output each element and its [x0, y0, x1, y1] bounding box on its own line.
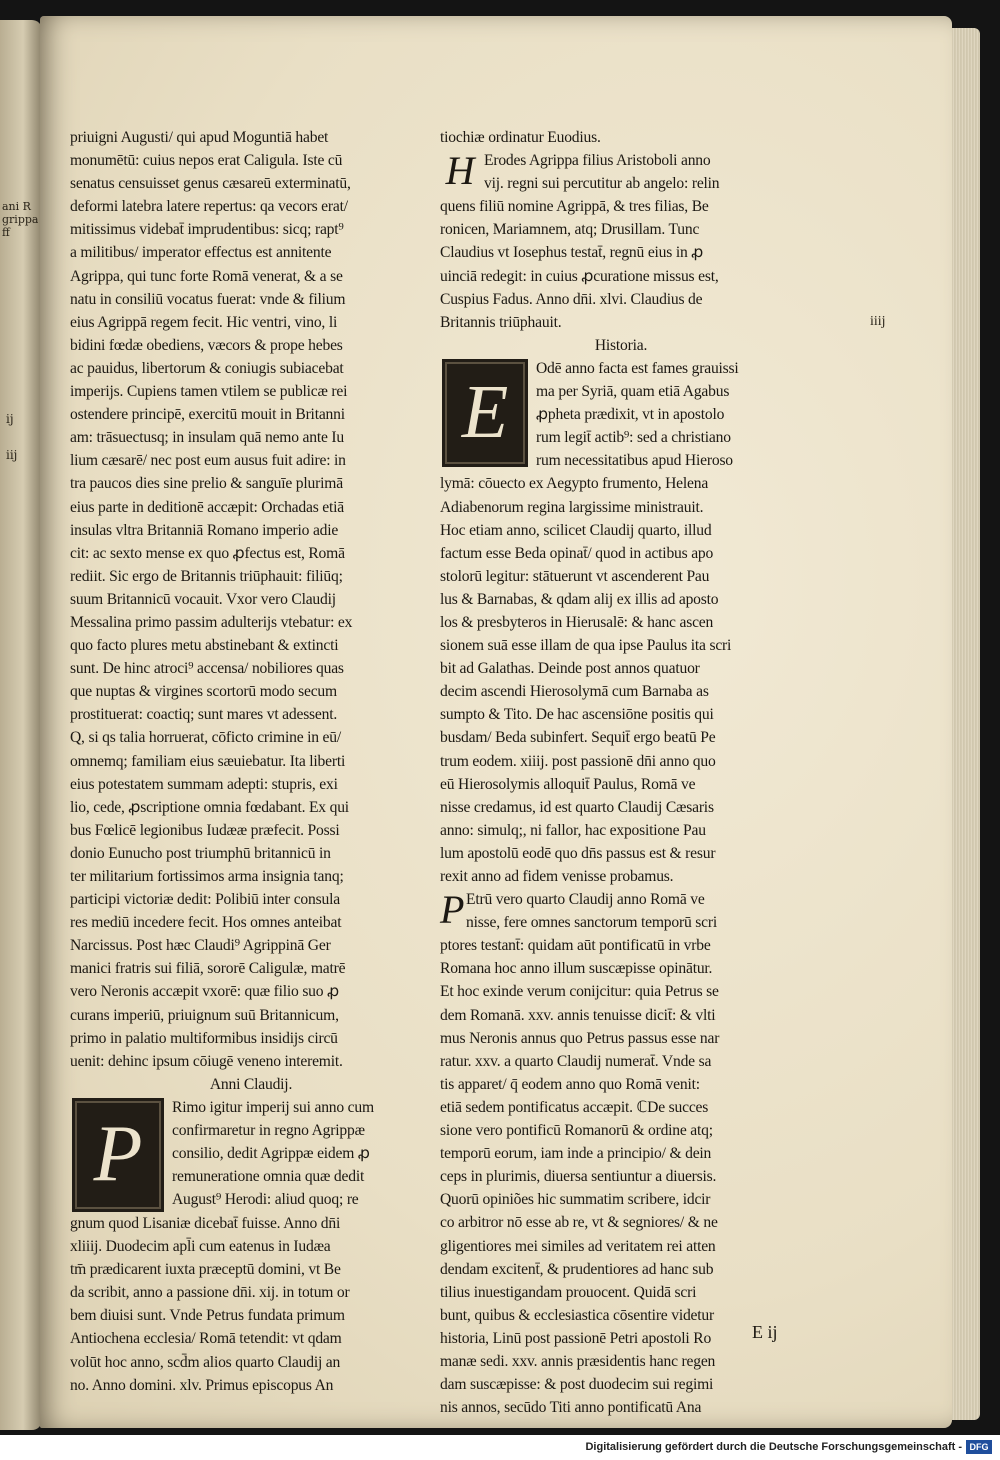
text-line: ostendere principē, exercitū mouit in Britanni: [70, 406, 345, 424]
text-line: sionem suā esse illam de qua ipse Paulus ita scri: [440, 637, 732, 655]
text-line: consilio, dedit Agrippæ eidem ꝓ: [172, 1145, 370, 1163]
text-line: no. Anno domini. xlv. Primus episcopus An: [70, 1376, 334, 1394]
text-line: imperijs. Cupiens tamen vtilem se publicæ rei: [70, 383, 348, 401]
text-line: nisse, fere omnes sanctorum temporū scri: [466, 914, 717, 932]
text-line: co arbitror nō esse ab re, vt & segniores/ & ne: [440, 1214, 718, 1232]
text-line: Messalina primo passim adulterijs vtebatur: ex: [70, 613, 353, 631]
text-line: confirmaretur in regno Agrippæ: [172, 1122, 365, 1140]
text-line: vero Neronis accæpit vxorē: quæ filio suo ꝓ: [70, 983, 339, 1001]
text-line: Hoc etiam anno, scilicet Claudij quarto, illud: [440, 521, 712, 539]
text-line: lymā: cōuecto ex Aegypto frumento, Helena: [440, 475, 709, 493]
text-line: a militibus/ imperator effectus est annitente: [70, 244, 332, 262]
left-fragment: grippa: [2, 213, 38, 226]
text-line: nisse credamus, id est quarto Claudij Cæsaris: [440, 798, 714, 816]
text-line: stolorū legitur: stātuerunt vt ascenderent Pau: [440, 567, 710, 585]
text-line: insulas vltra Britanniā Romano imperio adie: [70, 521, 339, 539]
text-line: mitissimus videbat̄ imprudentibus: sicq; rapt⁹: [70, 221, 344, 239]
text-line: sumpto & Tito. De hac ascensiōne positis qui: [440, 706, 714, 724]
text-line: Etrū vero quarto Claudij anno Romā ve: [466, 891, 705, 909]
left-page-edge: [0, 20, 42, 1430]
text-line: trum eodem. xiiij. post passionē dn̄i anno quo: [440, 752, 716, 770]
text-line: ac pauidus, libertorum & coniugis subiacebat: [70, 359, 344, 377]
digitization-footer: [0, 1435, 1000, 1460]
text-line: factum esse Beda opinat̄/ quod in actibus apo: [440, 544, 714, 562]
text-line: bit ad Galathas. Deinde post annos quatuor: [440, 660, 700, 678]
text-line: dendam excitent̄, & prudentiores ad hanc sub: [440, 1260, 714, 1278]
initial-paragraph: [70, 1096, 432, 1211]
text-line: quens filiū nomine Agrippā, & tres filias, Be: [440, 198, 709, 216]
text-line: manæ sedi. xxv. annis præsidentis hanc regen: [440, 1352, 716, 1370]
text-line: los & presbyteros in Hierusalē: & hanc ascen: [440, 613, 714, 631]
margin-note: iiij: [870, 314, 886, 329]
text-line: lum apostolū eodē quo dn̄s passus est & resur: [440, 844, 716, 862]
text-line: lium cæsarē/ nec post eum ausus fuit adire: in: [70, 452, 346, 470]
text-line: eius Agrippā regem fecit. Hic ventri, vino, li: [70, 313, 338, 331]
text-line: bem diuisi sunt. Vnde Petrus fundata primum: [70, 1307, 345, 1325]
text-line: uinciā redegit: in cuius ꝓcuratione missus est,: [440, 267, 719, 285]
text-line: rum necessitatibus apud Hieroso: [536, 452, 733, 470]
text-line: deformi latebra latere repertus: qa vecors erat/: [70, 198, 348, 216]
text-line: Agrippa, qui tunc forte Romā venerat, & a se: [70, 267, 343, 285]
text-line: etiā sedem pontificatus accæpit. ℂDe succes: [440, 1098, 709, 1116]
text-line: gligentiores mei similes ad veritatem rei atten: [440, 1237, 716, 1255]
text-line: ꝓpheta prædixit, vt in apostolo: [536, 406, 725, 424]
text-line: Et hoc exinde verum conijcitur: quia Petrus se: [440, 983, 719, 1001]
text-line: historia, Linū post passionē Petri apostoli Ro: [440, 1329, 712, 1347]
famine-paragraph: [440, 357, 802, 888]
text-line: bunt, quibus & ecclesiastica cōsentire videtur: [440, 1306, 715, 1324]
text-line: manici fratris sui filiā, sororē Caligulæ, matrē: [70, 960, 346, 978]
text-line: anno: simulq;, ni fallor, hac expositione Pau: [440, 821, 706, 839]
left-page-fragments: [2, 200, 38, 239]
text-line: sione vero pontificū Romanorū & ordine atq;: [440, 1122, 713, 1140]
text-line: tilius inuestigandam prouocent. Quidā scri: [440, 1283, 697, 1301]
dfg-logo: DFG: [966, 1440, 992, 1454]
text-line: rexit anno ad fidem venisse probamus.: [440, 868, 674, 885]
text-line: Britannis triūphauit.: [440, 313, 562, 331]
text-line: ronicen, Mariamnem, atq; Drusillam. Tunc: [440, 221, 700, 239]
text-line: rediit. Sic ergo de Britannis triūphauit: filiūq;: [70, 567, 343, 585]
text-line: Odē anno facta est fames grauissi: [536, 359, 739, 377]
text-line: busdam/ Beda subinfert. Sequit̄ ergo beatū Pe: [440, 729, 716, 747]
herod-paragraph: [440, 149, 802, 357]
text-line: eius parte in deditionē accæpit: Orchadas etiā: [70, 498, 344, 516]
text-line: Romana hoc anno illum suscæpisse opinātur.: [440, 960, 713, 978]
text-line: mus Neronis annus quo Petrus passus esse nar: [440, 1029, 720, 1047]
text-line: Adiabenorum regina largissime ministrauit.: [440, 498, 704, 516]
right-text-column: [440, 126, 802, 1419]
decorated-initial: E: [442, 359, 528, 467]
text-line: donio Eunucho post triumphū britannicū in: [70, 844, 331, 862]
plain-initial: H: [445, 148, 475, 194]
text-line: dam suscæpisse: & post duodecim sui regimi: [440, 1376, 714, 1394]
text-line: am: trāsuectusq; in insulam quā nemo ante Iu: [70, 429, 344, 447]
left-page-mark: iij: [6, 448, 18, 462]
text-line: Claudius vt Iosephus testat̄, regnū eius in ꝓ: [440, 244, 704, 262]
text-line: curans imperiū, priuignum suū Britannicum,: [70, 1006, 339, 1024]
text-line: Quorū opiniões hic summatim scribere, idcir: [440, 1191, 711, 1209]
text-line: Q, si qs talia horruerat, cōficto crimine in eū/: [70, 729, 341, 747]
text-line: lus & Barnabas, & qdam alij ex illis ad aposto: [440, 590, 719, 608]
text-line: monumētū: cuius nepos erat Caligula. Iste cū: [70, 152, 343, 170]
text-line: Antiochena ecclesia/ Romā tetendit: vt qdam: [70, 1330, 342, 1348]
text-line: xliiij. Duodecim apl̄i cum eatenus in Iudæa: [70, 1238, 331, 1256]
text-line: omnemq; familiam eius sæuiebatur. Ita liberti: [70, 752, 346, 770]
text-line: tis apparet/ q̄ eodem anno quo Romā venit:: [440, 1075, 700, 1093]
text-line: tra paucos dies sine prelio & sanguīe plurimā: [70, 475, 343, 493]
text-line: eū Hierosolymis alloquit̄ Paulus, Romā ve: [440, 775, 696, 793]
text-line: bus Fœlicē legionibus Iudææ præfecit. Possi: [70, 821, 340, 839]
text-line: nis annos, secūdo Titi anno pontificatū Ana: [440, 1399, 702, 1417]
section-heading: Anni Claudij.: [209, 1075, 293, 1093]
text-line: remuneratione omnia quæ dedit: [172, 1168, 365, 1186]
text-line: senatus censuisset genus cæsareū exterminatū,: [70, 175, 351, 193]
plain-initial: P: [440, 887, 465, 933]
text-line: sunt. De hinc atroci⁹ accensa/ nobiliores quas: [70, 660, 344, 678]
text-line: dem Romanā. xxv. annis tenuisse dicit̄: & vlti: [440, 1006, 716, 1024]
text-line: gnum quod Lisaniæ dicebat̄ fuisse. Anno dn̄i: [70, 1214, 341, 1232]
text-line: August⁹ Herodi: aliud quoq; re: [172, 1191, 359, 1209]
text-line: Cuspius Fadus. Anno dn̄i. xlvi. Claudius de: [440, 290, 703, 308]
text-line: participi victoriæ dedit: Polibiū inter consula: [70, 891, 340, 909]
section-heading: Historia.: [594, 336, 648, 354]
left-page-mark: ij: [6, 412, 14, 426]
text-line: tiochiæ ordinatur Euodius.: [440, 129, 601, 146]
text-line: primo in palatio multiformibus insidijs circū: [70, 1029, 338, 1047]
text-line: Narcissus. Post hæc Claudi⁹ Agrippinā Ger: [70, 937, 331, 955]
text-line: temporū eorum, iam inde a principio/ & dein: [440, 1145, 712, 1163]
text-line: rum legit̄ actib⁹: sed a christiano: [536, 429, 731, 447]
text-line: decim ascendi Hierosolymā cum Barnaba as: [440, 683, 709, 701]
left-fragment: ff: [2, 226, 10, 239]
text-line: Rimo igitur imperij sui anno cum: [172, 1098, 374, 1116]
text-line: ceps in plurimis, diuersa sentiuntur a diuersis.: [440, 1168, 717, 1186]
peter-paragraph: [440, 888, 802, 1419]
text-line: natu in consiliū vocatus fuerat: vnde & filium: [70, 290, 346, 308]
text-line: volūt hoc anno, scd̄m alios quarto Claudij an: [70, 1353, 341, 1371]
text-line: ptores testant̄: quidam aūt pontificatū in vrbe: [440, 937, 711, 955]
text-line: ter militarium fortissimos arma insignia tanq;: [70, 868, 344, 885]
left-fragment: ani R: [2, 200, 31, 213]
text-line: res mediū incedere fecit. Hos omnes anteibat: [70, 914, 342, 932]
text-line: suum Britannicū vocauit. Vxor vero Claudij: [70, 590, 336, 608]
text-line: bidini fœdæ obediens, væcors & prope hebes: [70, 336, 343, 354]
decorated-initial: P: [72, 1098, 164, 1212]
text-line: da scribit, anno a passione dn̄i. xij. in totum or: [70, 1284, 350, 1302]
text-line: cit: ac sexto mense ex quo ꝓfectus est, Romā: [70, 544, 345, 562]
text-line: Erodes Agrippa filius Aristoboli anno: [484, 152, 711, 170]
signature-mark: E ij: [752, 1322, 778, 1342]
text-line: quo facto plures metu abstinebant & extincti: [70, 637, 339, 655]
text-line: prostituerat: coactiq; sunt mares vt adessent.: [70, 706, 338, 724]
text-line: que nuptas & virgines scortorū modo secum: [70, 683, 337, 701]
text-line: vij. regni sui percutitur ab angelo: relin: [484, 175, 720, 193]
text-line: ratur. xxv. a quarto Claudij numerat̄. Vnde sa: [440, 1052, 712, 1070]
text-line: eius potestatem summam adepti: stupris, exi: [70, 775, 338, 793]
footer-credit-text: Digitalisierung gefördert durch die Deutsche Forschungsgemeinschaft -: [585, 1441, 962, 1453]
text-line: tm̄ prædicarent iuxta præceptū domini, vt Be: [70, 1261, 341, 1279]
text-line: ma per Syriā, quam etiā Agabus: [536, 383, 730, 401]
text-line: lio, cede, ꝓscriptione omnia fœdabant. Ex qui: [70, 798, 349, 816]
left-text-column: [70, 126, 432, 1397]
page-edge-stack: [952, 28, 980, 1420]
text-line: uenit: dehinc ipsum cōiugē veneno interemit.: [70, 1052, 343, 1070]
text-line: priuigni Augusti/ qui apud Moguntiā habet: [70, 129, 329, 146]
